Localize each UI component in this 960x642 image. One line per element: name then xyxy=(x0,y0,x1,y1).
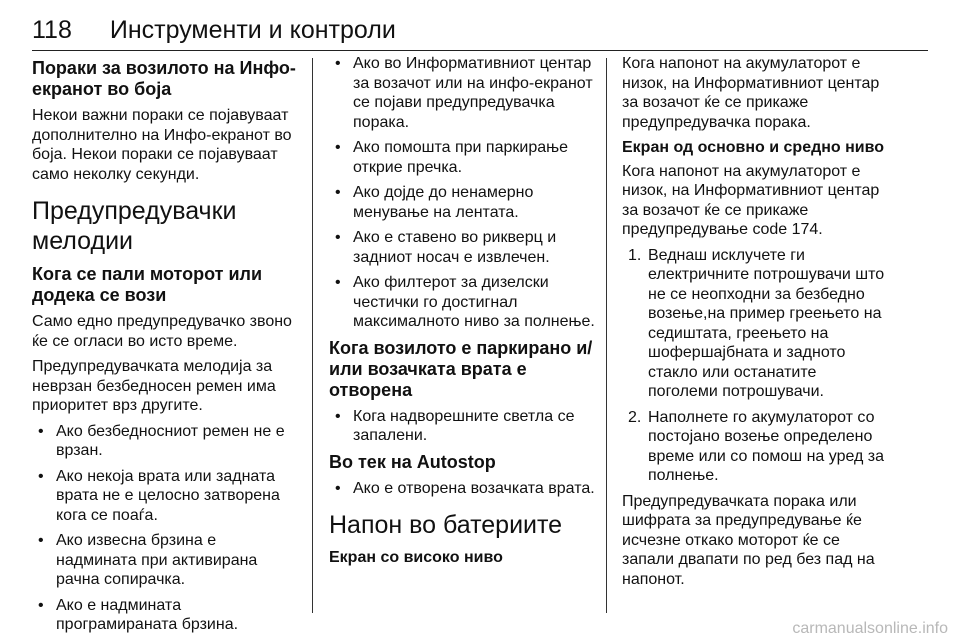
list-item: • Ако помошта при паркирање открие пречка. xyxy=(329,138,597,177)
page-header xyxy=(32,16,396,46)
list-item xyxy=(622,246,890,402)
column-divider-2 xyxy=(606,58,607,613)
heading-autostop: Во тек на Autostop xyxy=(329,451,496,472)
list-item: • Ако е отворена возачката врата. xyxy=(329,479,597,499)
heading-parked: Кога возилото е паркирано и/или возачката врата е отворена xyxy=(329,337,593,400)
heading-vehicle-messages: Пораки за возилото на Инфо-екранот во боја xyxy=(32,58,296,99)
list-item: • Ако безбедносниот ремен не е врзан. xyxy=(32,422,296,461)
page-title: Инструменти и контроли xyxy=(109,16,396,44)
column-2 xyxy=(329,54,597,572)
watermark: carmanualsonline.info xyxy=(792,620,948,637)
list-item: • Ако извесна брзина е надминатa при активирана рачна сопирачка. xyxy=(32,531,296,590)
list-autostop xyxy=(329,479,597,499)
list-chime-conditions-continued xyxy=(329,54,597,332)
heading-battery-voltage: Напон во батериите xyxy=(329,511,563,539)
list-item: • Кога надворешните светла се запалени. xyxy=(329,407,597,446)
header-divider xyxy=(32,50,928,51)
list-steps xyxy=(622,246,890,486)
list-item: • Ако е ставено во рикверц и задниот носач е извлечен. xyxy=(329,228,597,267)
list-item: • Ако е надминатa програмираната брзина. xyxy=(32,596,296,635)
paragraph-message-clears: Предупредувачката порака или шифрата за предупредување ќе исчезне откако моторот ќе се запали двапати по ред без пад на напонот. xyxy=(622,492,875,588)
heading-mid-level-display: Екран од основно и средно ниво xyxy=(622,139,885,156)
column-divider-1 xyxy=(312,58,313,613)
list-item: • Ако некоја врата или задната врата не е целосно затворена кога се поаѓа. xyxy=(32,467,296,526)
heading-engine-start: Кога се пали моторот или додека се вози xyxy=(32,264,263,305)
step-number: 2. xyxy=(628,408,642,426)
paragraph-mid-voltage: Кога напонот на акумулаторот е низок, на Информативниот центар за возачот ќе се прикаже предупредување code 174. xyxy=(622,162,880,238)
list-item: • Ако дојде до ненамерно менување на лентата. xyxy=(329,183,597,222)
list-parked xyxy=(329,407,597,446)
step-text: Веднаш исклучете ги електричните потрошувачи што не се неопходни за безбедно возење,на пример греењето на седиштата, греењето на шофершајбната и задното стакло или останатите поголеми потрошувачи. xyxy=(648,246,885,400)
list-item: • Ако филтерот за дизелски честички го достигнал максималното ниво за полнење. xyxy=(329,273,597,332)
heading-high-level-display: Екран со високо ниво xyxy=(329,549,503,566)
column-1 xyxy=(32,54,296,641)
list-item xyxy=(622,408,890,486)
list-chime-conditions xyxy=(32,422,296,635)
column-3 xyxy=(622,54,890,595)
step-number: 1. xyxy=(628,246,642,264)
paragraph-vehicle-messages: Некои важни пораки се појавуваат дополнително на Инфо-екранот во боја. Некои пораки се појавуваат само неколку секунди. xyxy=(32,107,292,183)
page-number: 118 xyxy=(32,16,72,44)
paragraph-one-chime: Само едно предупредувачко звоно ќе се огласи во исто време. xyxy=(32,313,292,350)
heading-warning-chimes: Предупредувачки мелодии xyxy=(32,197,237,255)
paragraph-low-voltage: Кога напонот на акумулаторот е низок, на Информативниот центар за возачот ќе се прикаже предупредувачка порака. xyxy=(622,55,880,131)
list-item: • Ако во Информативниот центар за возачот или на инфо-екранот се појави предупредувачка порака. xyxy=(329,54,597,132)
step-text: Наполнете го акумулаторот со постојано возење определено време или со помош на уред за полнење. xyxy=(648,408,885,484)
paragraph-priority: Предупредувачката мелодија за неврзан безбедносен ремен има приоритет врз другите. xyxy=(32,358,276,414)
